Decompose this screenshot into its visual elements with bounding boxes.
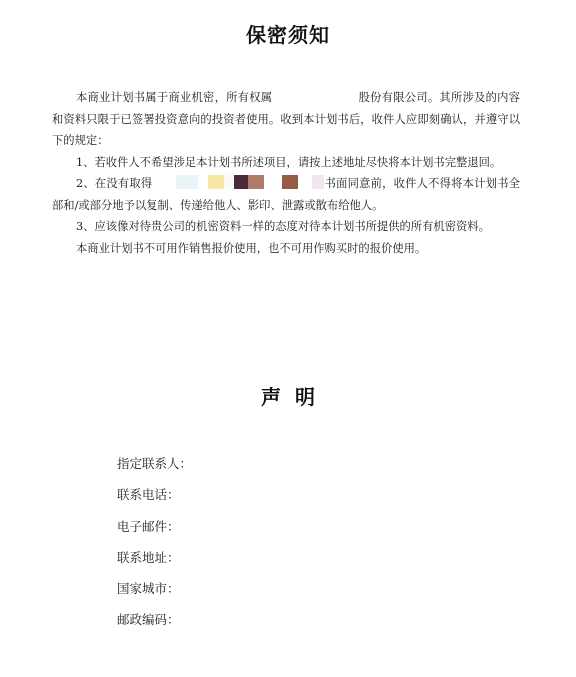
blur-swatch [312, 175, 324, 189]
confidentiality-rule-1: 1、若收件人不希望涉足本计划书所述项目，请按上述地址尽快将本计划书完整退回。 [76, 155, 502, 169]
declaration-title: 声明 [261, 385, 329, 409]
rule-2-end: 书面同意前，收件人不得将本计划书全部和/或部分地予以复制、传递给他人、影印、泄露或散布给他人。 [52, 177, 520, 212]
paragraph-1-end: 股份有限公司。其所涉及的内容和资料只限于已签署投资意向的投资者使用。收到本计划书后，收件人应即刻确认，并遵守以下的规定： [52, 91, 520, 147]
redacted-company-name [272, 90, 358, 103]
contact-field-phone: 联系电话： [117, 487, 180, 503]
contact-field-email: 电子邮件： [117, 518, 180, 534]
rule-2-start: 2、在没有取得 [76, 177, 153, 190]
blur-swatch [264, 175, 282, 189]
blur-swatch [282, 175, 298, 189]
blur-swatch [298, 175, 312, 189]
confidentiality-paragraph-1 [52, 87, 520, 152]
blur-swatch [176, 175, 198, 189]
contact-field-address: 联系地址： [117, 549, 180, 565]
blur-swatch [208, 175, 224, 189]
contact-info-list [117, 453, 192, 641]
contact-field-postcode: 邮政编码： [117, 612, 180, 628]
confidentiality-rule-2 [52, 173, 520, 216]
confidentiality-closing: 本商业计划书不可用作销售报价使用，也不可用作购买时的报价使用。 [76, 241, 427, 255]
blur-swatch [234, 175, 248, 189]
confidentiality-title: 保密须知 [246, 23, 330, 47]
paragraph-1-start: 本商业计划书属于商业机密，所有权属 [76, 91, 273, 104]
blur-swatch [198, 175, 208, 189]
confidentiality-body [52, 87, 520, 259]
blur-swatch [224, 175, 234, 189]
contact-field-person: 指定联系人： [117, 456, 193, 471]
contact-field-city: 国家城市： [117, 581, 180, 597]
redacted-blur-block [152, 175, 324, 189]
confidentiality-rule-3: 3、应该像对待贵公司的机密资料一样的态度对待本计划书所提供的所有机密资料。 [76, 220, 490, 233]
blur-swatch [248, 175, 264, 189]
